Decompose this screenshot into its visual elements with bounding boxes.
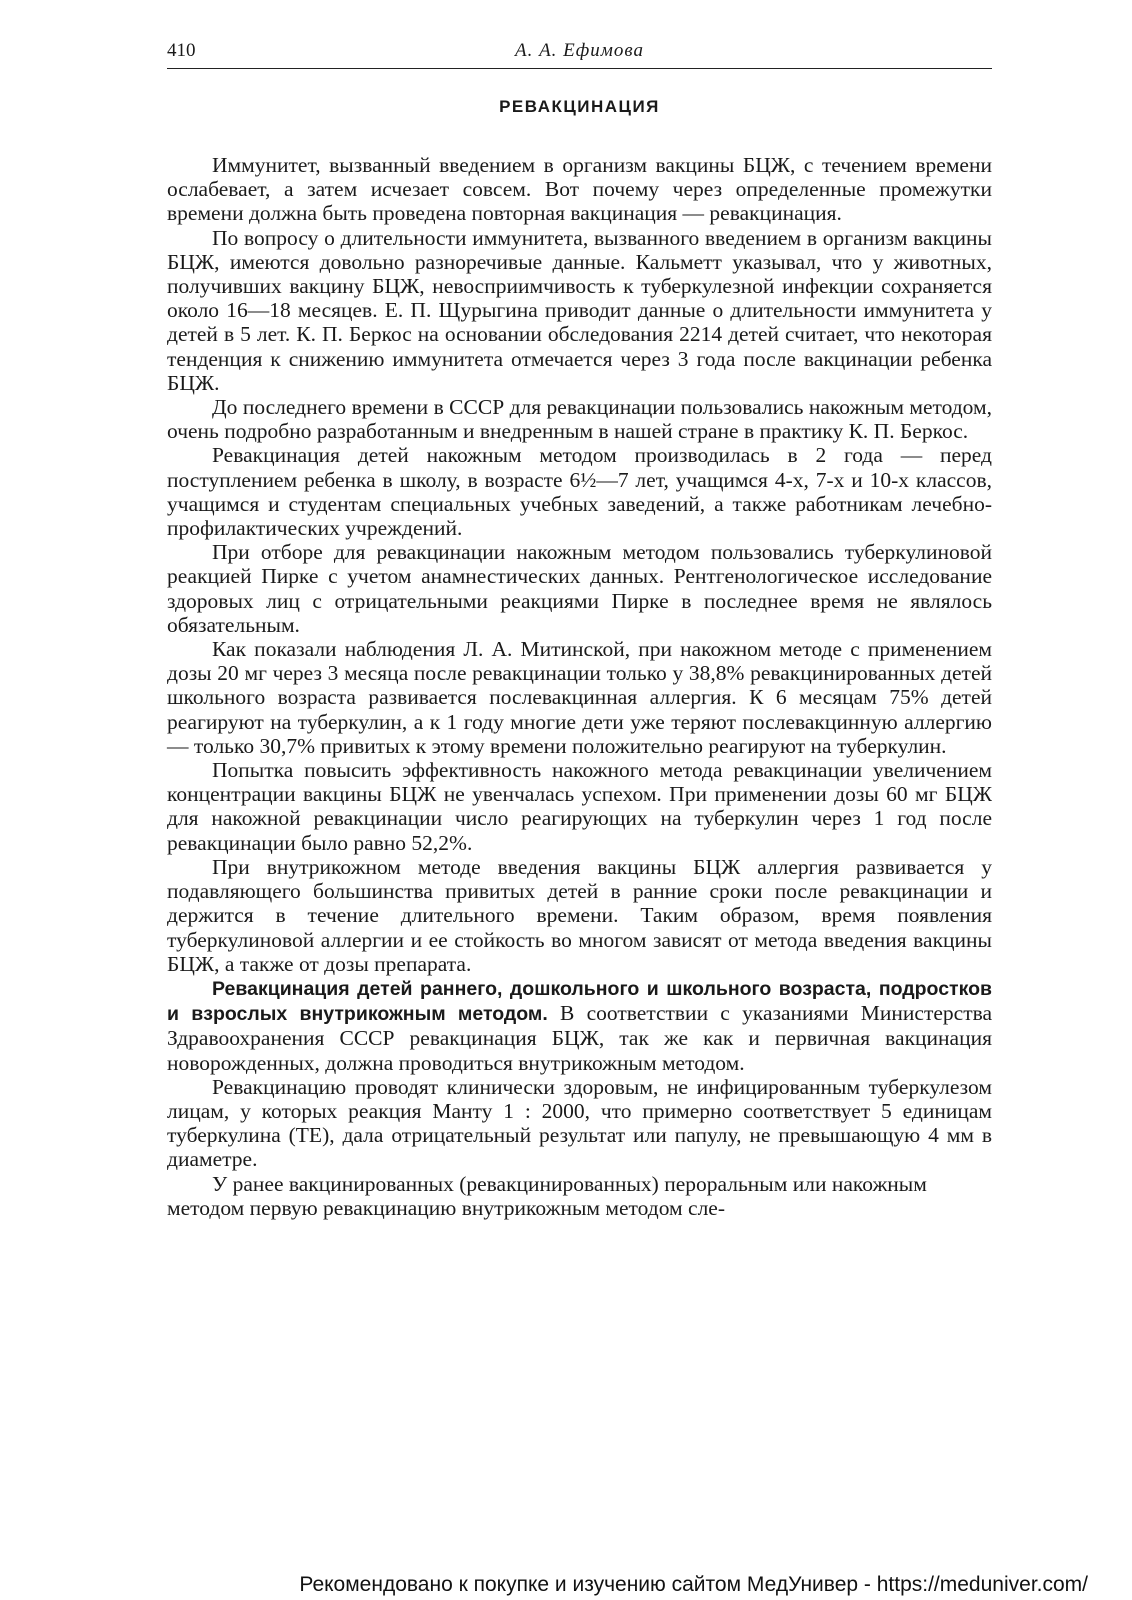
paragraph: Ревакцинацию проводят клинически здоровым, не инфицированным туберкулезом лицам, у которых реакция Манту 1 : 2000, что примерно соответствует 5 единицам туберкулина (ТЕ), дала отрицательный результат или папулу, не превышающую 4 мм в диаметре. — [167, 1074, 992, 1172]
paragraph: Иммунитет, вызванный введением в организм вакцины БЦЖ, с течением времени ослабевает, а затем исчезает совсем. Вот почему через определенные промежутки времени должна быть проведена повторная вакцинация — ревакцинация. — [167, 153, 992, 226]
header-rule — [167, 68, 992, 69]
paragraph: До последнего времени в СССР для ревакцинации пользовались накожным методом, очень подробно разработанным и внедренным в нашей стране в практику К. П. Беркос. — [167, 395, 992, 444]
paragraph: У ранее вакцинированных (ревакцинированных) пероральным или накожным методом первую ревакцинацию внутрикожным методом сле- — [167, 1171, 927, 1220]
paragraph: Попытка повысить эффективность накожного метода ревакцинации увеличением концентрации вакцины БЦЖ не увенчалась успехом. При применении дозы 60 мг БЦЖ для накожной ревакцинации число реагирующих на туберкулин через 1 год после ревакцинации было равно 52,2%. — [167, 758, 992, 855]
paragraph: Ревакцинация детей накожным методом производилась в 2 года — перед поступлением ребенка в школу, в возрасте 6½—7 лет, учащимся 4-х, 7-х и 10-х классов, учащимся и студентам специальных учебных заведений, а также работникам лечебно-профилактических учреждений. — [167, 443, 992, 541]
paragraph: По вопросу о длительности иммунитета, вызванного введением в организм вакцины БЦЖ, имеются довольно разноречивые данные. Кальметт указывал, что у животных, получивших вакцину БЦЖ, невосприимчивость к туберкулезной инфекции сохраняется около 16—18 месяцев. Е. П. Щурыгина приводит данные о длительности иммунитета у детей в 5 лет. К. П. Беркос на основании обследования 2214 детей считает, что некоторая тенденция к снижению иммунитета отмечается через 3 года после вакцинации ребенка БЦЖ. — [167, 225, 992, 395]
section-title: РЕВАКЦИНАЦИЯ — [499, 97, 660, 116]
page-number: 410 — [167, 40, 196, 61]
footer-note: Рекомендовано к покупке и изучению сайтом МедУнивер - https://meduniver.com/ — [299, 1573, 1088, 1596]
paragraph: Как показали наблюдения Л. А. Митинской, при накожном методе с применением дозы 20 мг через 3 месяца после ревакцинации только у 38,8% ревакцинированных детей школьного возраста развивается послевакцинная аллергия. К 6 месяцам 75% детей реагируют на туберкулин, а к 1 году многие дети уже теряют послевакцинную аллергию — только 30,7% привитых к этому времени положительно реагируют на туберкулин. — [167, 637, 992, 758]
run-in-text: В соответствии с указаниями Министерства Здравоохранения СССР ревакцинация БЦЖ, так же как и первичная вакцинация новорожденных, должна проводиться внутрикожным методом. — [167, 1001, 992, 1075]
run-in-paragraph — [167, 976, 992, 1075]
page-header — [167, 40, 992, 70]
paragraph: При внутрикожном методе введения вакцины БЦЖ аллергия развивается у подавляющего большинства привитых детей в ранние сроки после ревакцинации и держится в течение длительного времени. Таким образом, время появления туберкулиновой аллергии и ее стойкость во многом зависят от метода введения вакцины БЦЖ, а также от дозы препарата. — [167, 854, 992, 976]
body-text — [167, 153, 992, 1220]
running-head: А. А. Ефимова — [514, 40, 645, 61]
paragraph: При отборе для ревакцинации накожным методом пользовались туберкулиновой реакцией Пирке с учетом анамнестических данных. Рентгенологическое исследование здоровых лиц с отрицательными реакциями Пирке в последнее время не являлось обязательным. — [167, 540, 992, 637]
run-in-heading: Ревакцинация детей раннего, дошкольного и школьного возраста, подростков и взрослых внутрикожным методом. — [167, 977, 992, 1026]
